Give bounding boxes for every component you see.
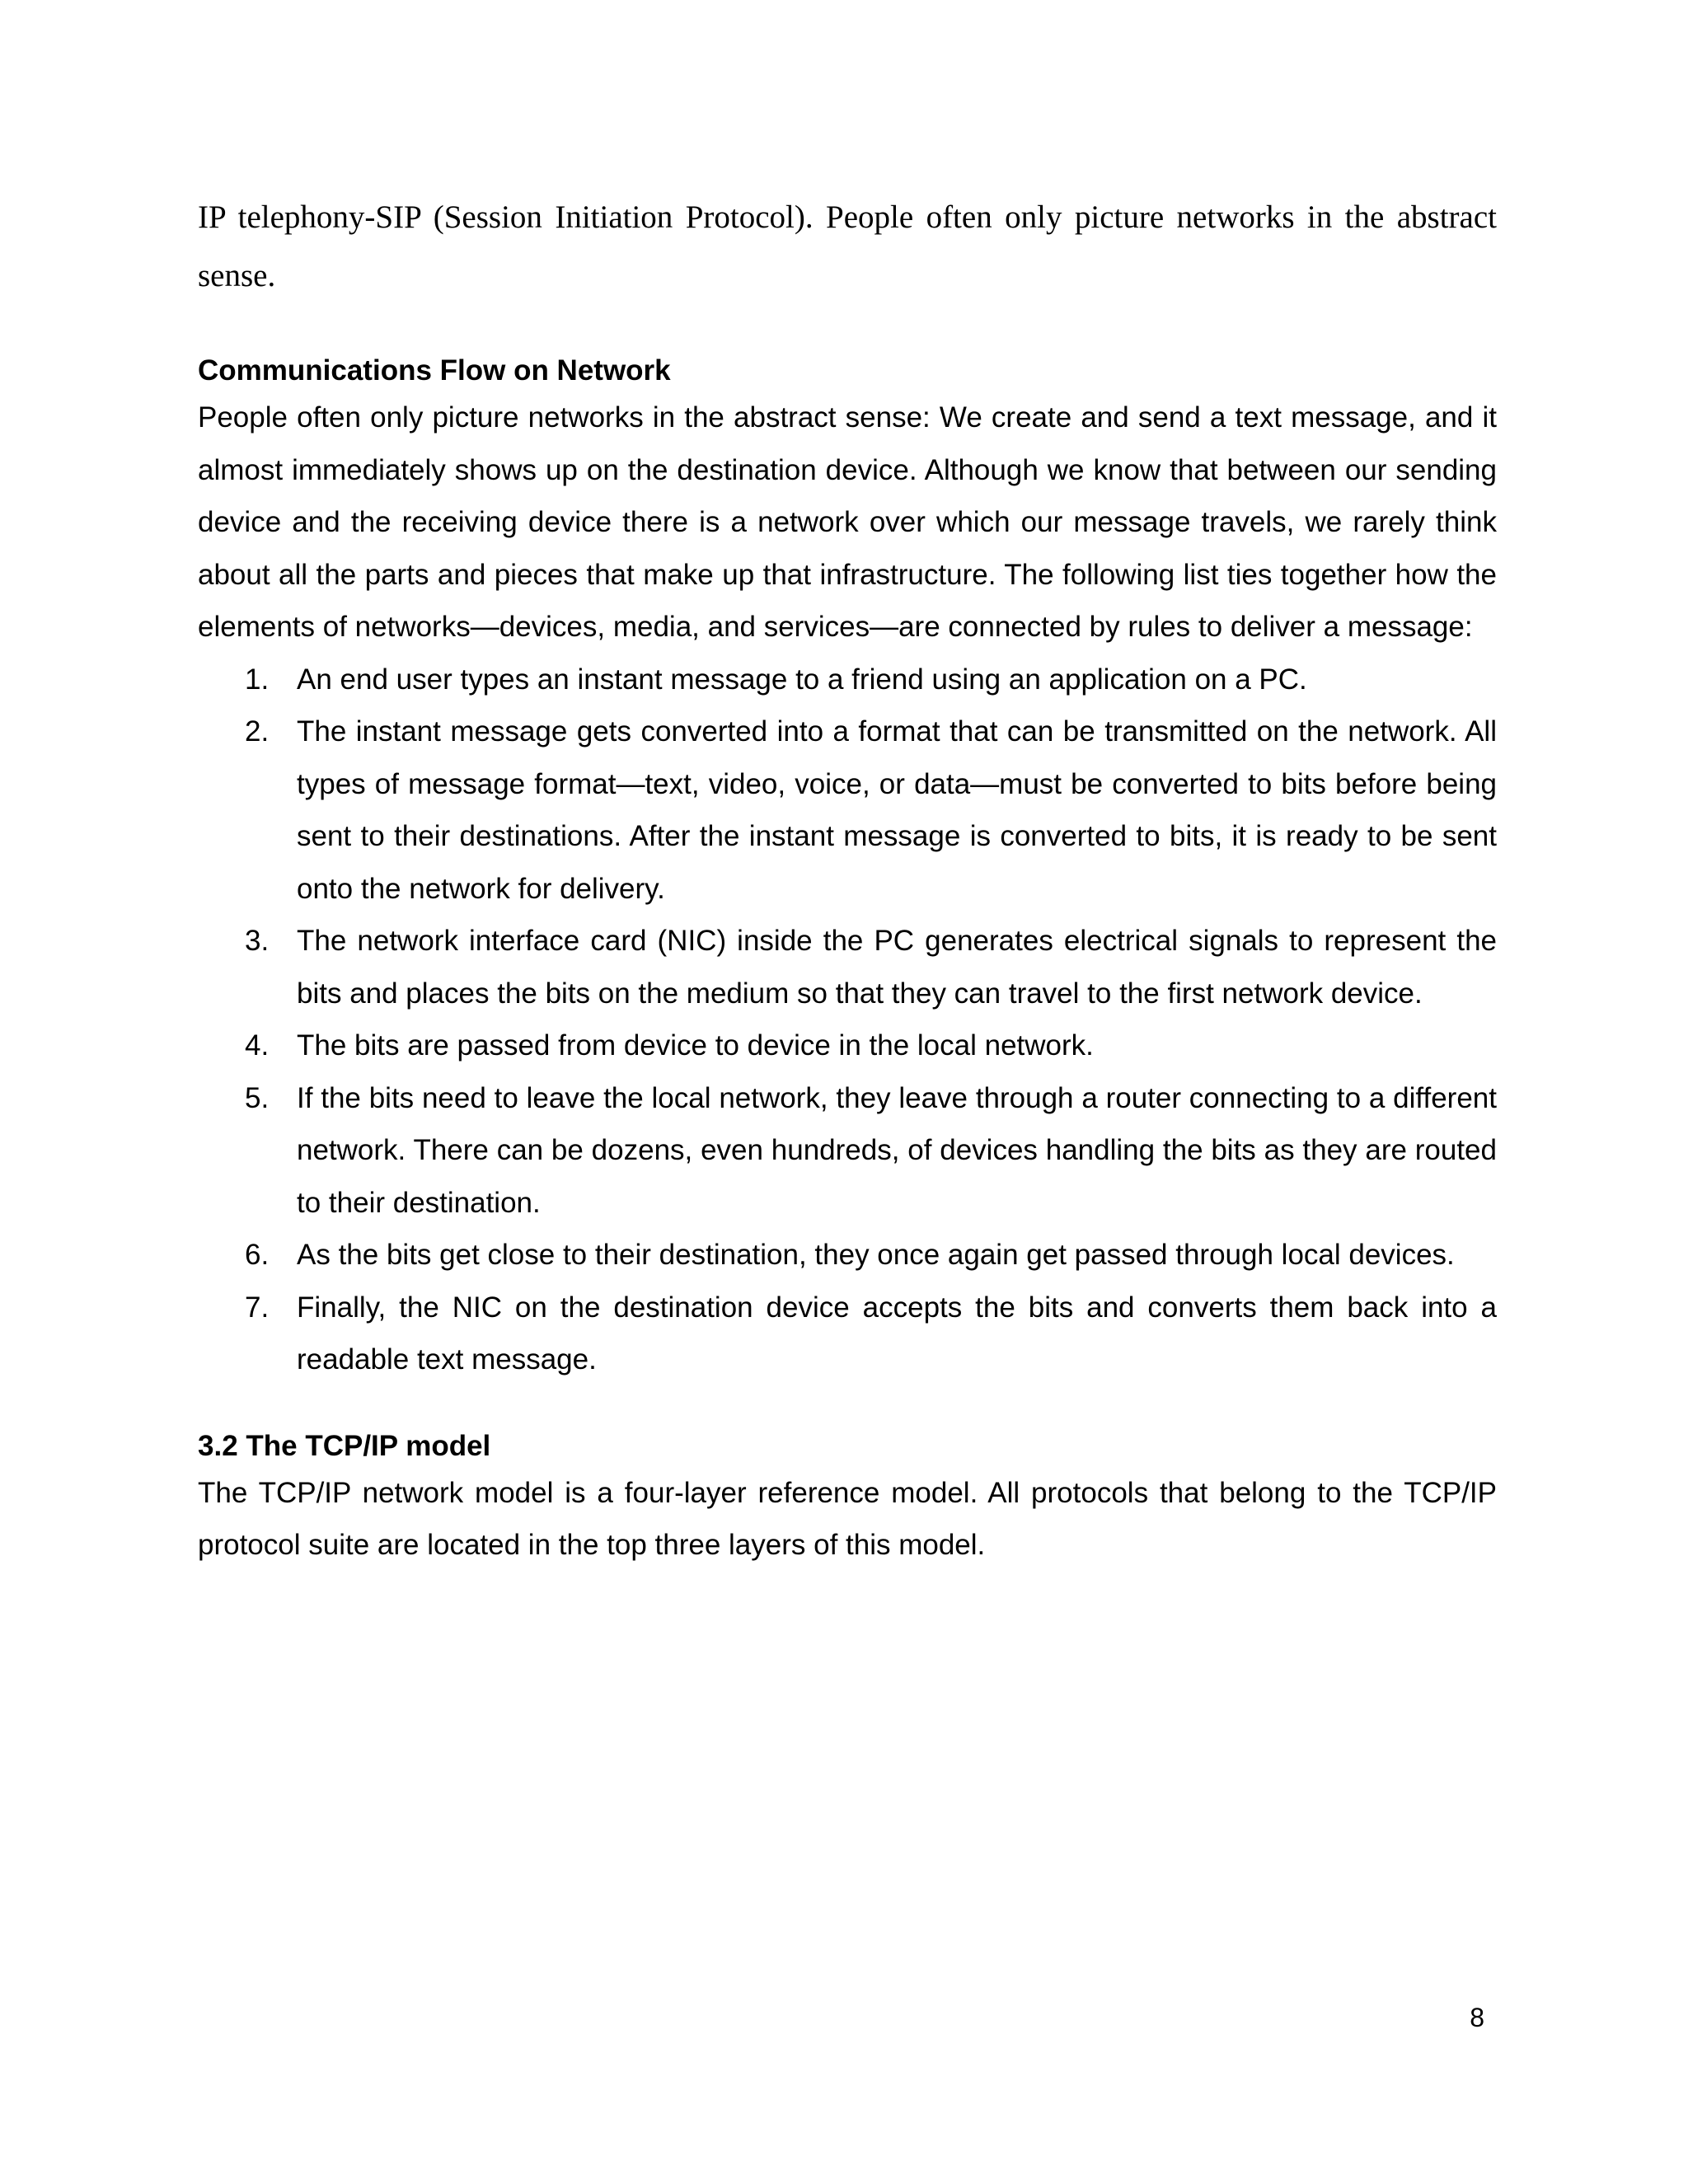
list-item-text: Finally, the NIC on the destination device accepts the bits and converts them back into a readable text message. <box>297 1291 1497 1376</box>
list-item-text: The bits are passed from device to device in the local network. <box>297 1029 1094 1062</box>
list-item-text: If the bits need to leave the local network, they leave through a router connecting to a different network. There can be dozens, even hundreds, of devices handling the bits as they are routed to their destination. <box>297 1081 1497 1219</box>
list-item-number: 7. <box>245 1291 270 1324</box>
section-heading-tcp-ip-model: 3.2 The TCP/IP model <box>198 1429 491 1462</box>
list-item <box>198 915 1497 1019</box>
list-item-number: 2. <box>245 715 270 748</box>
communications-flow-paragraph: People often only picture networks in the abstract sense: We create and send a text message, and it almost immediately shows up on the destination device. Although we know that between our sending device and the receiving device there is a network over which our message travels, we rarely think about all the parts and pieces that make up that infrastructure. The following list ties together how the elements of networks—devices, media, and services—are connected by rules to deliver a message: <box>198 401 1497 643</box>
list-item <box>198 654 1497 706</box>
list-item <box>198 1282 1497 1386</box>
list-item <box>198 1229 1497 1282</box>
intro-paragraph: IP telephony-SIP (Session Initiation Protocol). People often only picture networks in the abstract sense. <box>198 199 1497 293</box>
message-delivery-steps-list <box>198 654 1497 1386</box>
page-number: 8 <box>1470 2003 1484 2032</box>
list-item-text: The instant message gets converted into a format that can be transmitted on the network. All types of message format—text, video, voice, or data—must be converted to bits before being sent to their destinations. After the instant message is converted to bits, it is ready to be sent onto the network for delivery. <box>297 715 1497 905</box>
tcp-ip-model-paragraph: The TCP/IP network model is a four-layer reference model. All protocols that belong to the TCP/IP protocol suite are located in the top three layers of this model. <box>198 1476 1497 1561</box>
list-item-number: 3. <box>245 925 270 957</box>
list-item-number: 4. <box>245 1029 270 1062</box>
page-content <box>198 188 1497 1572</box>
list-item-number: 1. <box>245 663 270 696</box>
list-item <box>198 1019 1497 1072</box>
list-item-number: 6. <box>245 1239 270 1271</box>
list-item-text: The network interface card (NIC) inside the PC generates electrical signals to represent the bits and places the bits on the medium so that they can travel to the first network device. <box>297 925 1497 1010</box>
section-heading-communications-flow: Communications Flow on Network <box>198 354 671 387</box>
list-item-number: 5. <box>245 1081 270 1114</box>
list-item-text: An end user types an instant message to a friend using an application on a PC. <box>297 663 1307 696</box>
list-item <box>198 705 1497 915</box>
list-item <box>198 1072 1497 1230</box>
list-item-text: As the bits get close to their destination, they once again get passed through local devices. <box>297 1239 1455 1271</box>
